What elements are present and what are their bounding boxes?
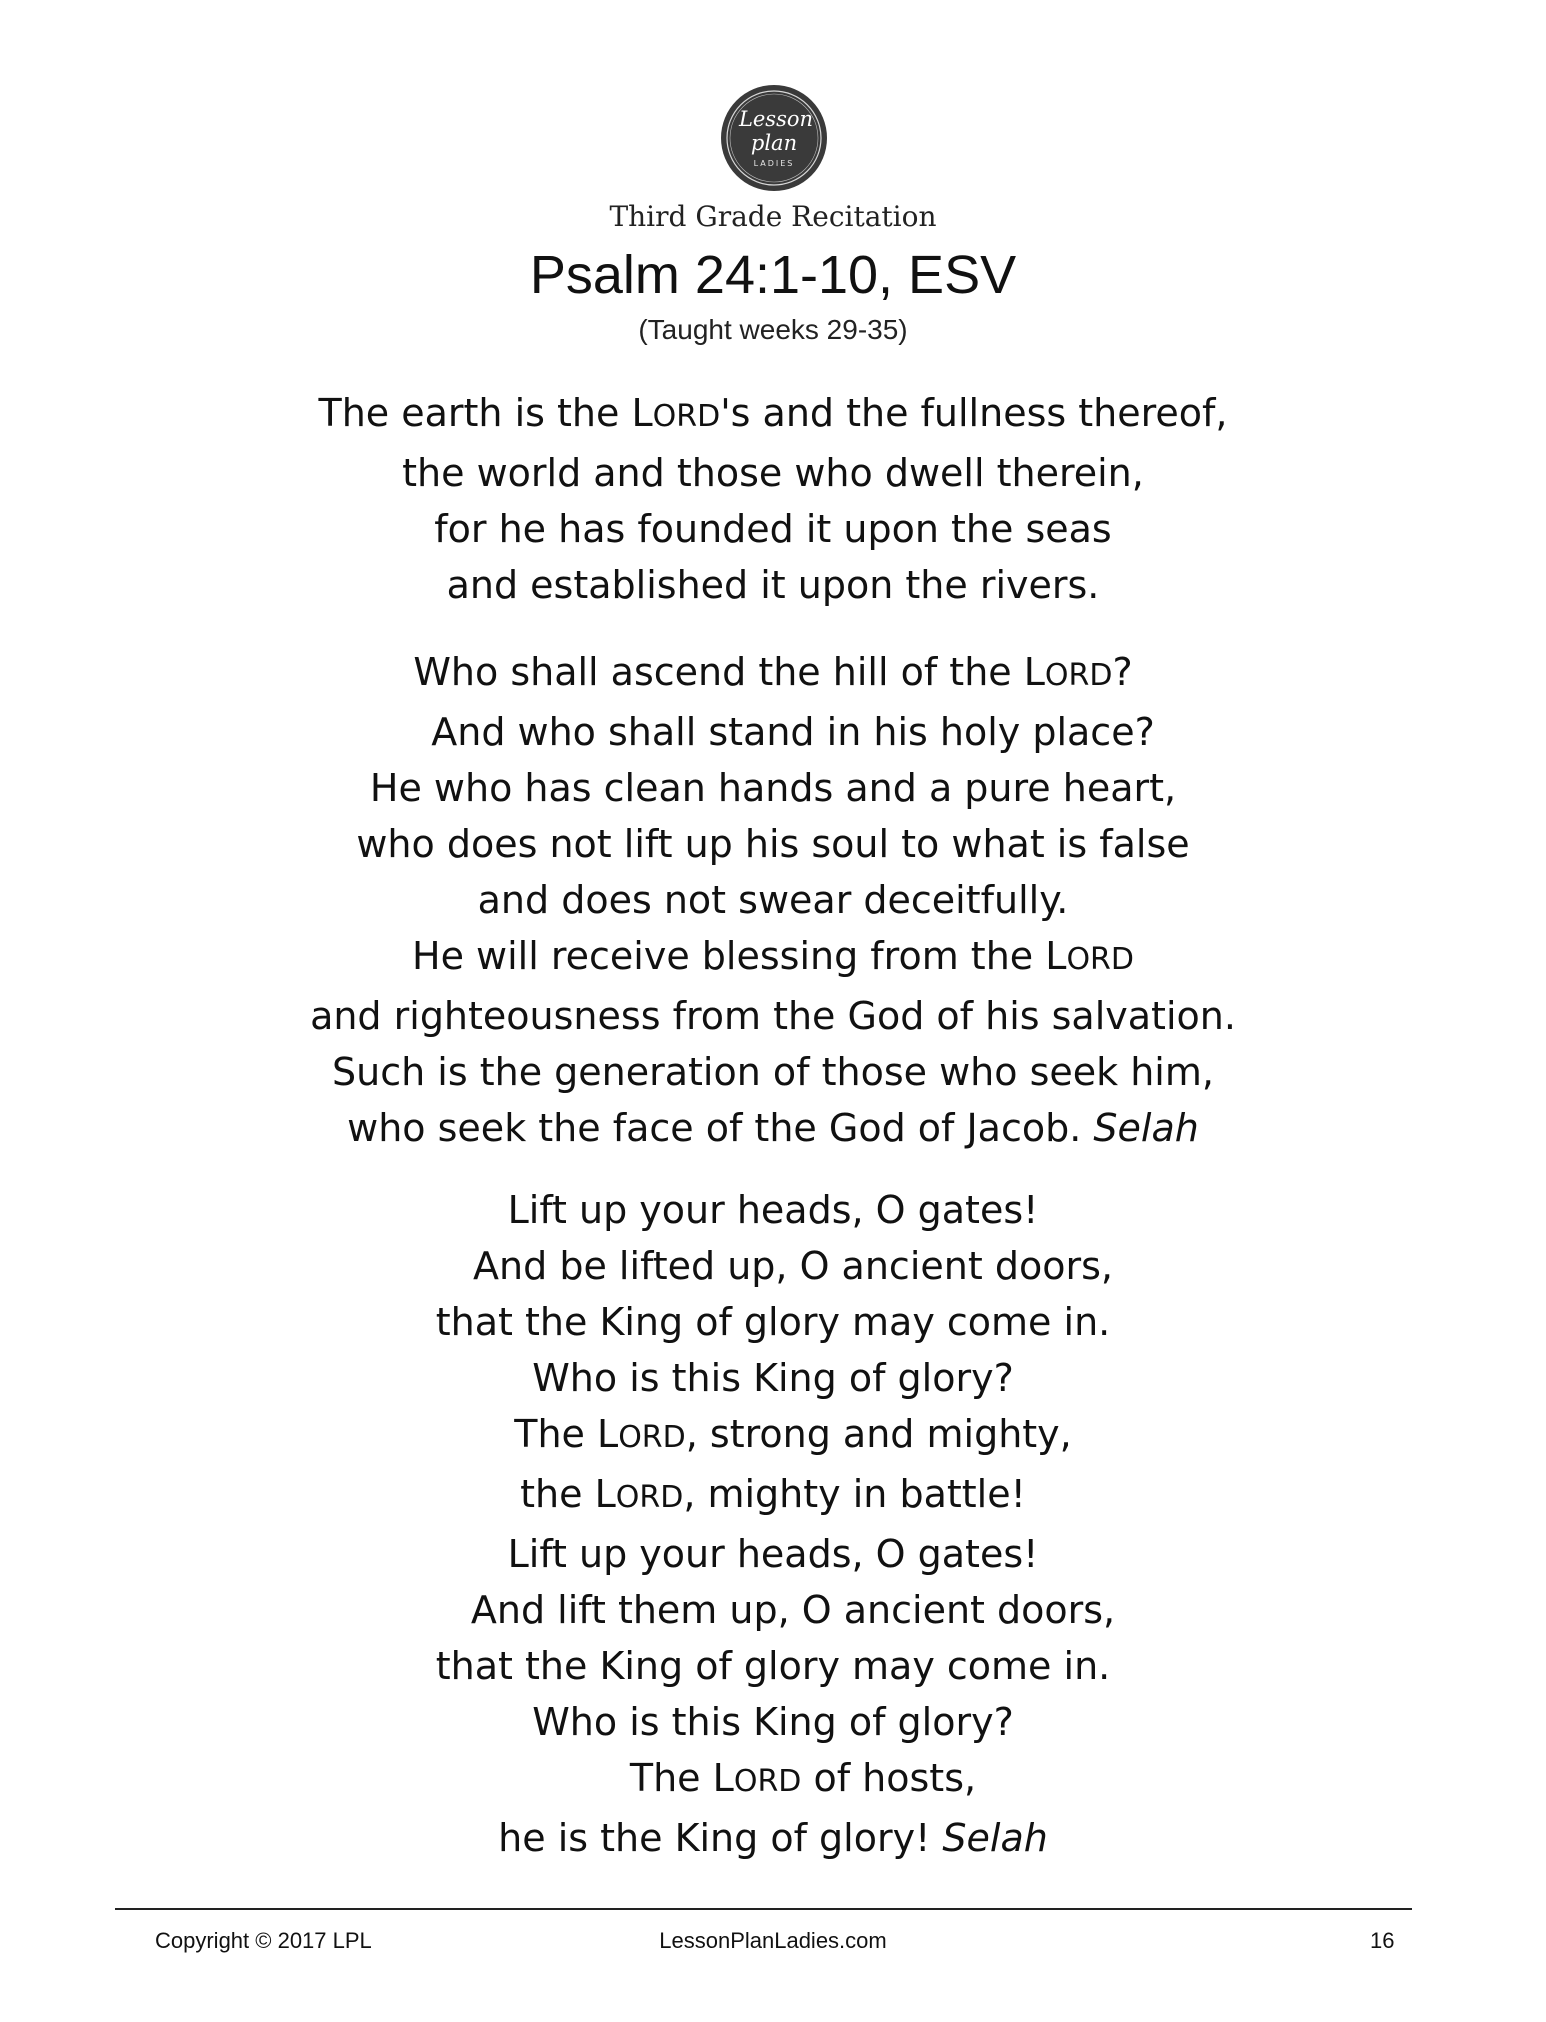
stanza-3 bbox=[0, 1182, 1546, 1866]
taught-weeks-note: (Taught weeks 29-35) bbox=[638, 314, 908, 345]
verse-line: for he has founded it upon the seas bbox=[434, 507, 1112, 551]
verse-line: Who is this King of glory? bbox=[532, 1356, 1014, 1400]
verse-line: who does not lift up his soul to what is false bbox=[356, 822, 1190, 866]
footer-site-link[interactable]: LessonPlanLadies.com bbox=[659, 1928, 887, 1953]
verse-line: And who shall stand in his holy place? bbox=[431, 710, 1155, 754]
verse-line: Lift up your heads, O gates! bbox=[507, 1188, 1039, 1232]
verse-line: And be lifted up, O ancient doors, bbox=[473, 1244, 1113, 1288]
stanza-1 bbox=[0, 385, 1546, 613]
verse-line: Such is the generation of those who seek him, bbox=[332, 1050, 1214, 1094]
verse-line: Who is this King of glory? bbox=[532, 1700, 1014, 1744]
page-title: Psalm 24:1-10, ESV bbox=[529, 245, 1017, 305]
footer-divider bbox=[115, 1908, 1412, 1910]
page-number: 16 bbox=[1370, 1928, 1395, 1953]
verse-line: The earth is the LORD's and the fullness thereof, bbox=[318, 391, 1228, 435]
verse-line: that the King of glory may come in. bbox=[435, 1644, 1111, 1688]
verse-line: He who has clean hands and a pure heart, bbox=[369, 766, 1177, 810]
footer-copyright: Copyright © 2017 LPL bbox=[155, 1928, 372, 1953]
verse-line: The LORD, strong and mighty, bbox=[514, 1412, 1072, 1456]
stanza-2 bbox=[0, 644, 1546, 1156]
verse-line: Lift up your heads, O gates! bbox=[507, 1532, 1039, 1576]
verse-line: and established it upon the rivers. bbox=[446, 563, 1100, 607]
verse-line: who seek the face of the God of Jacob. Selah bbox=[347, 1106, 1199, 1150]
verse-line: He will receive blessing from the LORD bbox=[412, 934, 1134, 978]
logo-word-1: Lesson bbox=[738, 107, 814, 131]
verse-line: Who shall ascend the hill of the LORD? bbox=[413, 650, 1133, 694]
page-subtitle: Third Grade Recitation bbox=[609, 200, 937, 233]
verse-line: the world and those who dwell therein, bbox=[402, 451, 1144, 495]
verse-line: and does not swear deceitfully. bbox=[477, 878, 1069, 922]
verse-line: and righteousness from the God of his salvation. bbox=[310, 994, 1236, 1038]
lesson-plan-ladies-logo bbox=[720, 84, 828, 192]
logo-word-3: LADIES bbox=[753, 159, 795, 168]
verse-line: that the King of glory may come in. bbox=[435, 1300, 1111, 1344]
verse-line: And lift them up, O ancient doors, bbox=[470, 1588, 1116, 1632]
verse-line: The LORD of hosts, bbox=[629, 1756, 977, 1800]
verse-line: the LORD, mighty in battle! bbox=[520, 1472, 1026, 1516]
verse-line: he is the King of glory! Selah bbox=[498, 1816, 1048, 1860]
logo-word-2: plan bbox=[750, 131, 798, 155]
